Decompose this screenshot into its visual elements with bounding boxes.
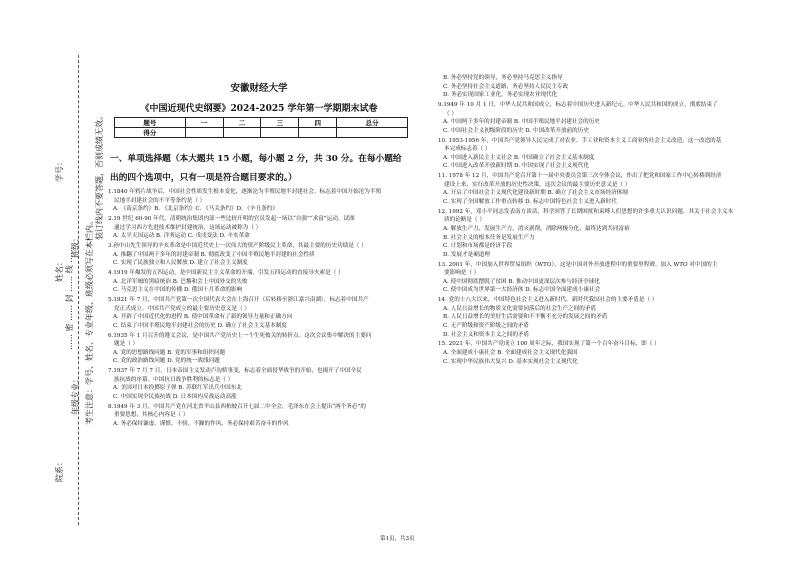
question-option-line: A. 开辟了中国近代化的进程 B. 使中国革命有了新的领导力量和正确方向 xyxy=(113,314,293,321)
grade-major-label: 年级专业： xyxy=(71,375,80,415)
question-stem-line: 7.1937 年 7 月 7 日，日本帝国主义发动卢沟桥事变，标志着全面侵华战争的开始，也揭开了中国全民 xyxy=(108,368,362,375)
score-cell xyxy=(299,128,337,138)
binding-note-1: 考生注意：学号、姓名、专业年级、班级必须写在本栏内。 xyxy=(85,217,94,425)
question-option-line: C. 中国进入改革开放新时期 D. 中国实现了社会主义现代化 xyxy=(443,163,589,170)
question-option-line: C. 使中国成为世界第一大经济体 D. 标志中国全面建成小康社会 xyxy=(443,287,601,294)
question-option-line: D. 社会主义和资本主义之间的矛盾 xyxy=(443,331,530,338)
score-table xyxy=(114,117,408,138)
score-cell xyxy=(337,128,408,138)
question-option-line: A. 太平天国运动 B. 洋务运动 C. 戊戌变法 D. 辛亥革命 xyxy=(113,233,250,240)
question-stem-line: 10. 1953-1956 年，中国共产党领导人民完成了对农业、手工业和资本主义工商业的社会主义改造，这一改造的基 xyxy=(438,137,722,144)
score-cell: 题号 xyxy=(115,118,186,128)
score-cell xyxy=(223,128,261,138)
question-stem-line: 党正式成立。中国共产党成立的最主要历史意义是（ ） xyxy=(114,305,251,312)
score-cell xyxy=(261,128,299,138)
student-id-label: 学号： xyxy=(55,158,64,182)
score-cell: 总分 xyxy=(337,118,408,128)
cut-line xyxy=(78,55,79,525)
question-option-line: C. 马克思主义在中国的传播 D. 俄国十月革命的影响 xyxy=(113,287,243,294)
score-cell: 四 xyxy=(299,118,337,128)
question-stem-line: 2.19 世纪 60-90 年代，清朝统治集团内部一些比较开明的官员发起一场以“自强”“求富”运动，试图 xyxy=(108,216,355,222)
question-option-line: C. 实现了全国解放工作重点转移 D. 标志中国特色社会主义进入新时代 xyxy=(443,199,617,205)
question-option-line: C. 无产阶级和资产阶级之间的矛盾 xyxy=(443,323,529,329)
question-stem-line: 通过学习西方先进技术维护封建统治，这场运动被称为（ ） xyxy=(114,224,262,231)
question-option-line: C. 务必坚持社会主义道路，务必坚持人民民主专政 xyxy=(443,83,569,90)
question-option-line: C. 计划和市场都是经济手段 xyxy=(443,243,513,250)
binding-margin xyxy=(0,0,104,561)
question-stem-line: 1.1840 年鸦片战争后，中国社会性质发生根本变化，逐渐沦为半殖民地半封建社会。标志着中国开始沦为半殖 xyxy=(108,189,382,195)
question-option-line: B. 社会主义的根本任务是发展生产力 xyxy=(443,234,535,241)
question-stem-line: 要影响是（ ） xyxy=(444,270,480,277)
question-stem-line: 重要思想，其核心内容是（ ） xyxy=(114,412,189,419)
score-cell xyxy=(185,128,223,138)
university-title: 安徽财经大学 xyxy=(230,83,288,94)
question-option-line: A. 全面建成小康社会 B. 全面建成社会主义现代化强国 xyxy=(443,350,578,356)
binding-note-2: 装订线内不要答题，否则成绩无效。 xyxy=(95,112,104,240)
question-stem-line: 5.1921 年 7 月，中国共产党第一次全国代表大会在上海召开（后转移至浙江嘉兴南湖），标志着中国共产 xyxy=(108,297,369,303)
section-heading: 一、单项选择题（本大题共 15 小题，每小题 2 分，共 30 分。在每小题给出的四个选项中，只有一项是符合题目要求的。） xyxy=(110,154,402,183)
question-stem-line: 本完成标志着（ ） xyxy=(444,146,491,153)
question-option-line: A. 开启了中国社会主义现代化建设新时期 B. 确立了社会主义市场经济体制 xyxy=(443,190,628,197)
question-option-line: D. 务必实现国家工业化，务必实现农业现代化 xyxy=(443,92,558,99)
page-number: 第1页，共3页 xyxy=(380,536,415,542)
question-stem-line: 6.1935 年 1 月召开的遵义会议，是中国共产党历史上一个生死攸关的转折点。这次会议集中解决的主要问 xyxy=(108,332,372,339)
question-option-line: B. 人民日益增长的美好生活需要和不平衡不充分的发展之间的矛盾 xyxy=(443,314,608,321)
question-option-line: B. 务必坚持党的领导，务必坚持马克思主义指导 xyxy=(443,75,563,81)
exam-title: 《中国近现代史纲要》2024-2025 学年第一学期期末试卷 xyxy=(140,104,378,114)
question-option-line: C. 实现了民族独立和人民解放 D. 建立了社会主义制度 xyxy=(113,260,248,267)
question-option-line: A. 解放生产力，发展生产力，消灭剥削，消除两极分化，最终达到共同富裕 xyxy=(443,226,630,232)
score-cell: 得分 xyxy=(115,128,186,138)
question-stem-line: 建设上来、实行改革开放的历史性决策。这次会议的最主要历史意义是（ ） xyxy=(444,181,631,188)
name-label: 姓名： xyxy=(55,258,64,282)
score-cell: 二 xyxy=(223,118,261,128)
score-table-header-row xyxy=(115,118,408,128)
question-option-line: C. 中国社会主义初级阶段的历史 D. 中国改革开放前的历史 xyxy=(443,127,589,134)
question-stem-line: 题是（ ） xyxy=(114,341,139,348)
question-option-line: A. 务必保持谦虚、谨慎、不骄、不躁的作风，务必保持艰苦奋斗的作风 xyxy=(113,421,289,427)
question-stem-line: （ ） xyxy=(444,110,457,117)
question-option-line: D. 发展才是硬道理 xyxy=(443,251,490,258)
question-stem-line: 质的论断是（ ） xyxy=(444,217,485,224)
question-option-line: A. 人民日益增长的物质文化需要同落后的社会生产之间的矛盾 xyxy=(443,305,597,312)
cut-line-label: …… 密 …… 封 …… 线 …… xyxy=(65,246,74,350)
question-option-line: C. 中国实现全民族抗战 D. 日本国内反战运动高涨 xyxy=(113,394,237,400)
question-stem-line: 族抗战的序幕。中国抗日战争胜利的标志是（ ） xyxy=(114,376,234,383)
score-cell: 一 xyxy=(185,118,223,128)
question-stem-line: 15. 2021 年，中国共产党成立 100 周年之际，我国实现了第一个百年奋斗目标，即（ ） xyxy=(438,341,660,348)
dept-label: 院系： xyxy=(55,458,64,482)
score-cell: 三 xyxy=(261,118,299,128)
question-stem-line: 民地半封建社会的不平等条约是（ ） xyxy=(114,197,206,204)
question-option-line: C. 结束了中国半殖民地半封建社会的历史 D. 确立了社会主义基本制度 xyxy=(113,322,287,329)
question-option-line: A. 《南京条约》B. 《北京条约》C. 《马关条约》D. 《辛丑条约》 xyxy=(113,206,278,213)
question-option-line: A. 使中国彻底摆脱了贫困 B. 推动中国更深层次参与经济全球化 xyxy=(443,278,600,285)
question-stem-line: 11. 1978 年 12 月，中国共产党召开第十一届中央委员会第三次全体会议，作出了把党和国家工作中心转移到经济 xyxy=(438,173,722,180)
question-option-line: A. 党的思想路线问题 B. 党的军事和组织问题 xyxy=(113,349,226,356)
question-option-line: A. 推翻了中国两千多年的封建帝制 B. 彻底改变了中国半殖民地半封建的社会性质 xyxy=(113,251,315,258)
question-stem-line: 13. 2001 年，中国加入世界贸易组织（WTO），这是中国对外开放进程中的重要里程碑。加入 WTO 对中国的主 xyxy=(438,261,718,268)
question-option-line: C. 党的政治路线问题 D. 党的统一战线问题 xyxy=(113,358,220,365)
score-table-score-row xyxy=(115,128,408,138)
question-option-line: C. 实现中华民族伟大复兴 D. 基本实现社会主义现代化 xyxy=(443,358,578,365)
question-option-line: A. 美国对日本投掷原子弹 B. 苏联红军出兵中国东北 xyxy=(113,385,242,392)
question-option-line: A. 中国两千多年的封建帝制 B. 中国半殖民地半封建社会的历史 xyxy=(443,119,600,126)
question-option-line: A. 北洋军阀的黑暗统治 B. 巴黎和会上中国外交的失败 xyxy=(113,278,248,285)
question-stem-line: 9.1949 年 10 月 1 日，中华人民共和国成立，标志着中国历史进入新纪元。中华人民共和国的成立，彻底结束了 xyxy=(438,102,718,108)
question-stem-line: 8.1949 年 3 月，中国共产党在河北省平山县西柏坡召开七届二中全会，毛泽东在会上提出“两个务必”的 xyxy=(108,403,366,410)
question-stem-line: 4.1919 年爆发的五四运动，是中国新民主主义革命的开端，引发五四运动的直接导火索是（ ） xyxy=(108,270,344,276)
question-stem-line: 14. 党的十八大以来，中国特色社会主义进入新时代。新时代我国社会的主要矛盾是（ ） xyxy=(438,297,658,304)
question-stem-line: 3.孙中山先生领导的辛亥革命是中国近代史上一次伟大的资产阶级民主革命，其最主要的历史功绩是（ ） xyxy=(108,243,367,249)
class-label: 班级： xyxy=(71,234,80,258)
question-option-line: A. 中国进入新民主主义社会 B. 中国确立了社会主义基本制度 xyxy=(443,154,595,161)
question-stem-line: 12. 1992 年，邓小平同志发表南方谈话，科学回答了长期困扰和束缚人们思想的许多重大认识问题，其关于社会主义本 xyxy=(438,208,734,215)
